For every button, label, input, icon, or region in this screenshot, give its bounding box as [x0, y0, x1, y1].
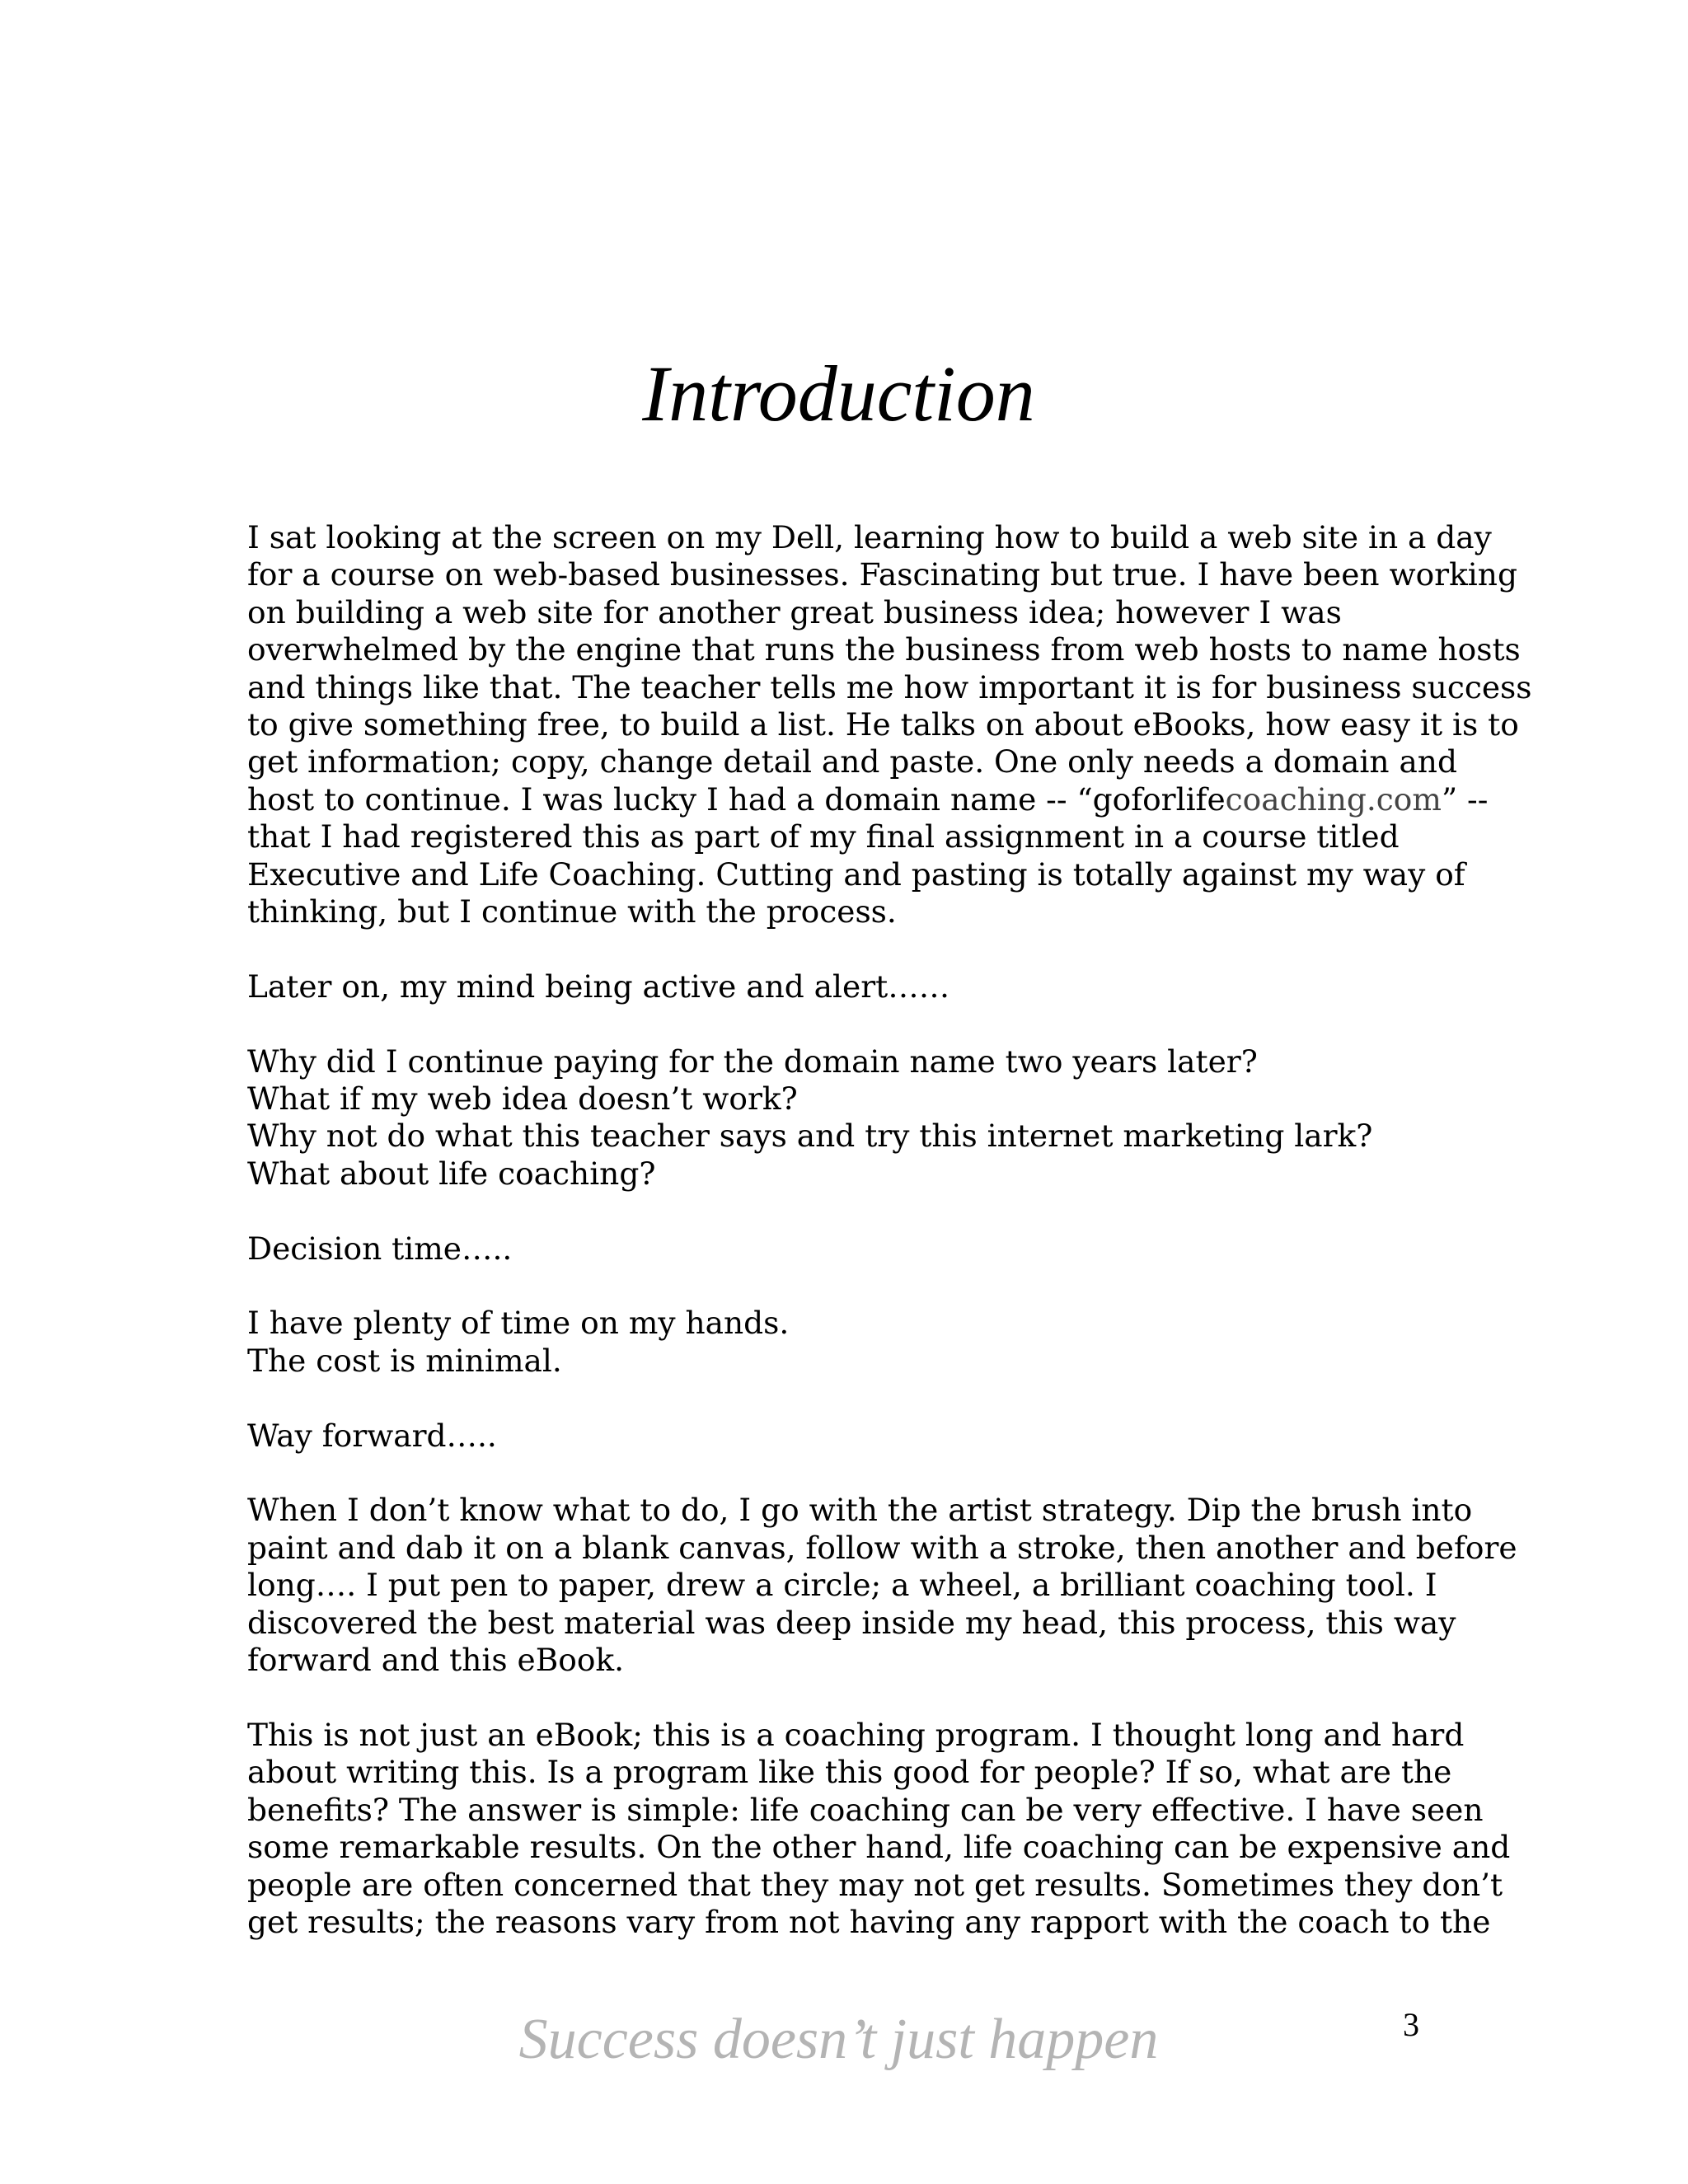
text-line: This is not just an eBook; this is a coaching program. I thought long and hard: [247, 1716, 1465, 1753]
text-line: Way forward…..: [247, 1417, 497, 1454]
text-line: that I had registered this as part of my final assignment in a course titled: [247, 818, 1400, 855]
text-line: get results; the reasons vary from not having any rapport with the coach to the: [247, 1903, 1491, 1940]
paragraph-way-forward: [247, 1418, 1451, 1455]
text-line: paint and dab it on a blank canvas, follow with a stroke, then another and before: [247, 1529, 1517, 1566]
text-line: overwhelmed by the engine that runs the business from web hosts to name hosts: [247, 631, 1521, 668]
footer-tagline: Success doesn’t just happen: [518, 2008, 1159, 2071]
text-line: Executive and Life Coaching. Cutting and pasting is totally against my way of: [247, 855, 1465, 893]
page-number: 3: [1403, 2006, 1419, 2043]
text-line: discovered the best material was deep inside my head, this process, this way: [247, 1604, 1456, 1641]
text-line: to give something free, to build a list. He talks on about eBooks, how easy it is to: [247, 706, 1519, 743]
text-line: for a course on web-based businesses. Fascinating but true. I have been working: [247, 556, 1517, 593]
paragraph-plenty-of-time: [247, 1305, 1451, 1380]
text-line: Why did I continue paying for the domain name two years later?: [247, 1043, 1258, 1080]
paragraph-intro: [247, 519, 1532, 930]
text-line: Later on, my mind being active and alert……: [247, 968, 950, 1005]
domain-line-before: host to continue. I was lucky I had a domain name -- “goforlife: [247, 780, 1226, 818]
text-line: When I don’t know what to do, I go with the artist strategy. Dip the brush into: [247, 1492, 1473, 1529]
text-line: What if my web idea doesn’t work?: [247, 1080, 798, 1118]
paragraph-coaching-program: [247, 1716, 1511, 1941]
domain-link-text: coaching.com: [1225, 780, 1442, 818]
body-text: [247, 519, 1532, 1979]
text-line: benefits? The answer is simple: life coaching can be very effective. I have seen: [247, 1791, 1484, 1828]
page-title: Introduction: [642, 349, 1035, 438]
text-line: on building a web site for another great business idea; however I was: [247, 593, 1342, 630]
paragraph-artist-strategy: [247, 1492, 1517, 1679]
text-line: and things like that. The teacher tells me how important it is for business success: [247, 668, 1532, 705]
text-line: The cost is minimal.: [247, 1342, 562, 1379]
text-line: Why not do what this teacher says and try this internet marketing lark?: [247, 1118, 1373, 1155]
text-line: What about life coaching?: [247, 1155, 656, 1192]
text-line: long…. I put pen to paper, drew a circle; a wheel, a brilliant coaching tool. I: [247, 1567, 1437, 1604]
text-line: about writing this. Is a program like this good for people? If so, what are the: [247, 1754, 1452, 1791]
paragraph-later-on: [247, 968, 1451, 1005]
text-line: forward and this eBook.: [247, 1642, 625, 1679]
text-line: I sat looking at the screen on my Dell, learning how to build a web site in a day: [247, 519, 1492, 555]
text-line: I have plenty of time on my hands.: [247, 1305, 790, 1342]
text-line: get information; copy, change detail and paste. One only needs a domain and: [247, 743, 1457, 780]
text-line: people are often concerned that they may not get results. Sometimes they don’t: [247, 1866, 1503, 1903]
text-line: Decision time…..: [247, 1230, 513, 1267]
text-line: some remarkable results. On the other hand, life coaching can be expensive and: [247, 1829, 1511, 1866]
paragraph-questions: [247, 1043, 1451, 1193]
text-line: thinking, but I continue with the process.: [247, 893, 897, 930]
domain-line-after: ” --: [1441, 780, 1489, 818]
domain-line: [247, 780, 1489, 818]
paragraph-decision-time: [247, 1230, 1451, 1268]
